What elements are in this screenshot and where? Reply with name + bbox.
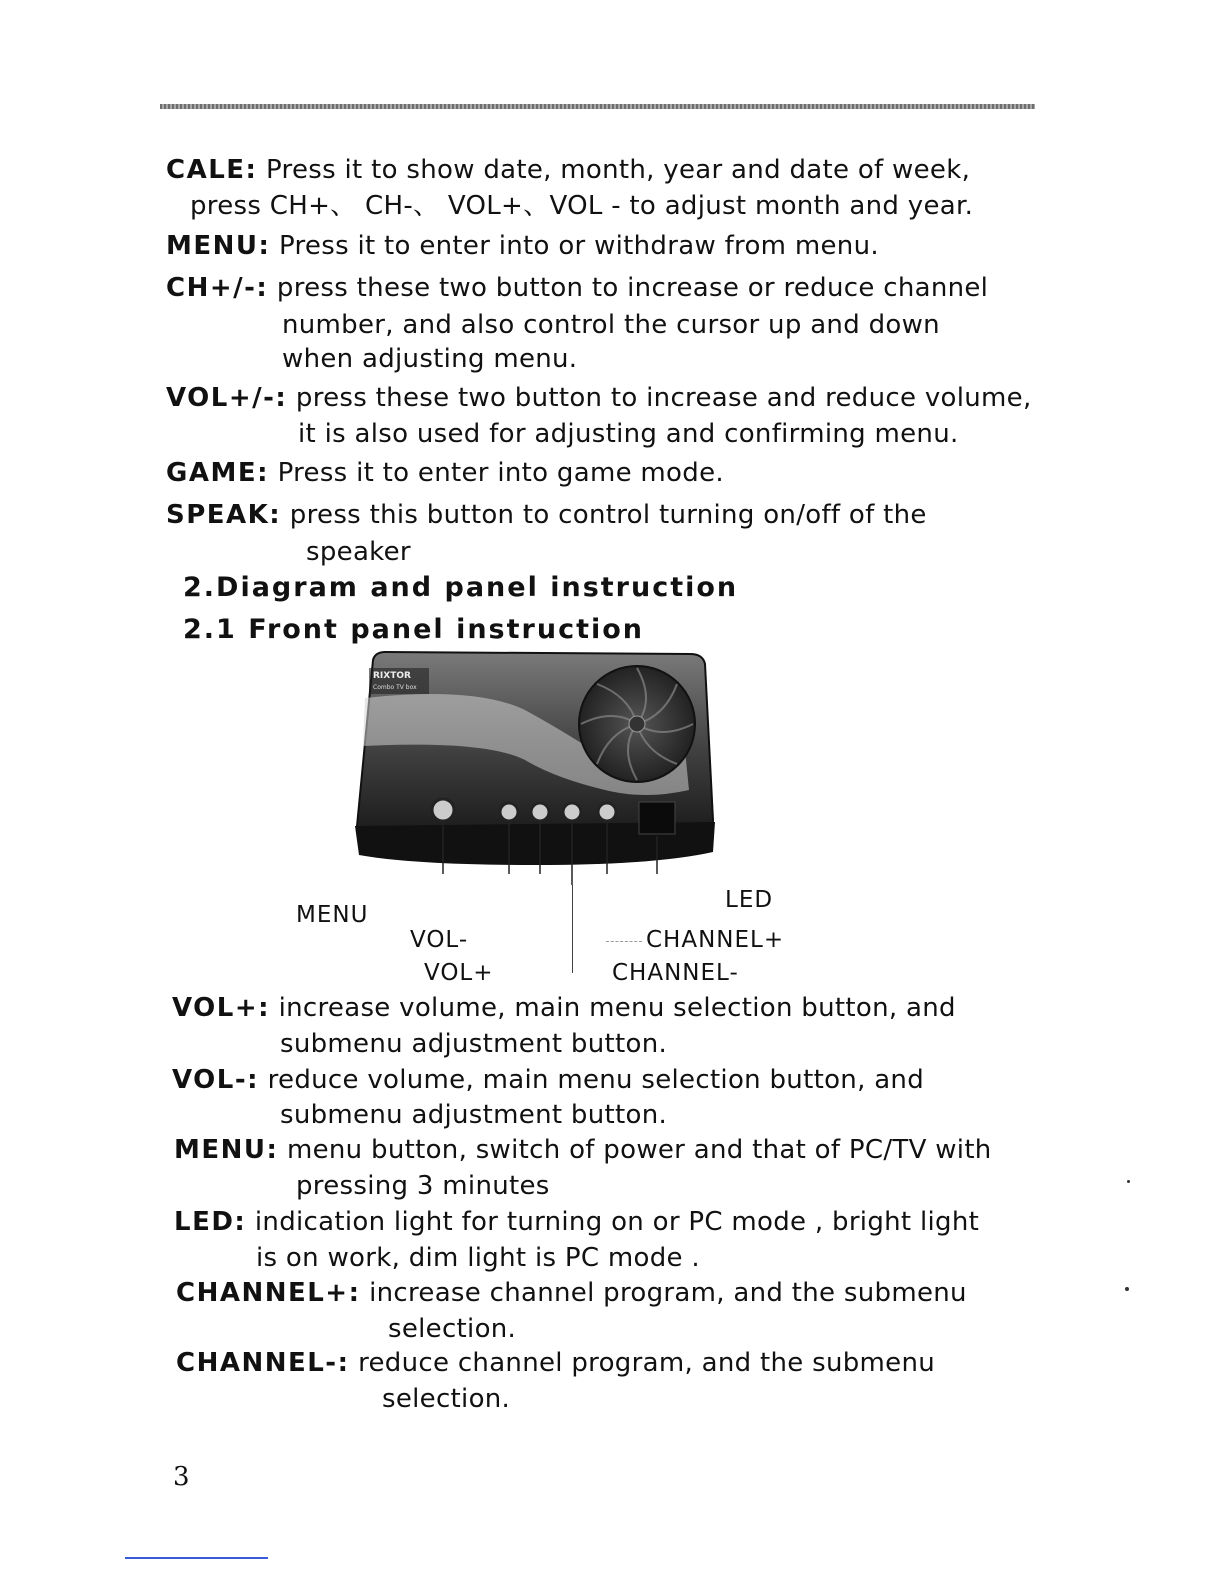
desc-menu-cont: pressing 3 minutes [296, 1171, 550, 1201]
item-ch-cont-1: number, and also control the cursor up and down [282, 310, 940, 340]
item-speak-cont: speaker [306, 537, 411, 567]
callout-led: LED [725, 887, 774, 913]
channel-plus-leader [606, 941, 642, 942]
subsection-heading: 2.1 Front panel instruction [183, 614, 645, 645]
callout-line [572, 885, 573, 973]
desc-led-cont: is on work, dim light is PC mode . [256, 1243, 700, 1273]
desc-channel-minus: CHANNEL-: reduce channel program, and the submenu [176, 1348, 936, 1378]
item-ch-cont-2: when adjusting menu. [282, 344, 578, 374]
vol-minus-button[interactable] [500, 803, 518, 821]
brand-subtitle: Combo TV box [373, 684, 417, 691]
top-rule [160, 104, 1035, 109]
desc-channel-plus-cont: selection. [388, 1314, 517, 1344]
stray-mark [1125, 1287, 1129, 1291]
item-game: GAME: Press it to enter into game mode. [166, 458, 724, 488]
bottom-line [125, 1557, 268, 1559]
device-illustration [355, 650, 715, 885]
vol-plus-button[interactable] [531, 803, 549, 821]
desc-led: LED: indication light for turning on or PC mode , bright light [174, 1207, 980, 1237]
page-number: 3 [173, 1462, 190, 1492]
callout-vol-plus: VOL+ [424, 960, 494, 986]
desc-channel-plus: CHANNEL+: increase channel program, and the submenu [176, 1278, 967, 1308]
brand-logo: RIXTOR [373, 671, 411, 681]
callout-menu: MENU [296, 902, 369, 928]
stray-mark [1127, 1180, 1130, 1183]
desc-channel-minus-cont: selection. [382, 1384, 511, 1414]
item-vol: VOL+/-: press these two button to increase and reduce volume, [166, 383, 1032, 413]
desc-menu: MENU: menu button, switch of power and that of PC/TV with [174, 1135, 992, 1165]
item-speak: SPEAK: press this button to control turning on/off of the [166, 500, 927, 530]
item-menu: MENU: Press it to enter into or withdraw from menu. [166, 231, 879, 261]
menu-button[interactable] [432, 799, 454, 821]
item-cale-cont: press CH+、 CH-、 VOL+、VOL - to adjust month and year. [190, 191, 974, 221]
callout-channel-plus: CHANNEL+ [646, 927, 785, 953]
section-heading: 2.Diagram and panel instruction [183, 572, 739, 603]
callout-channel-minus: CHANNEL- [612, 960, 739, 986]
item-ch: CH+/-: press these two button to increase or reduce channel [166, 273, 989, 303]
channel-minus-button[interactable] [563, 803, 581, 821]
item-cale: CALE: Press it to show date, month, year and date of week, [166, 155, 971, 185]
callout-vol-minus: VOL- [410, 927, 469, 953]
desc-vol-plus-cont: submenu adjustment button. [280, 1029, 668, 1059]
led-window [639, 802, 675, 834]
item-vol-cont: it is also used for adjusting and confirming menu. [298, 419, 959, 449]
desc-vol-minus: VOL-: reduce volume, main menu selection button, and [172, 1065, 925, 1095]
desc-vol-minus-cont: submenu adjustment button. [280, 1100, 668, 1130]
channel-plus-button[interactable] [598, 803, 616, 821]
desc-vol-plus: VOL+: increase volume, main menu selection button, and [172, 993, 956, 1023]
